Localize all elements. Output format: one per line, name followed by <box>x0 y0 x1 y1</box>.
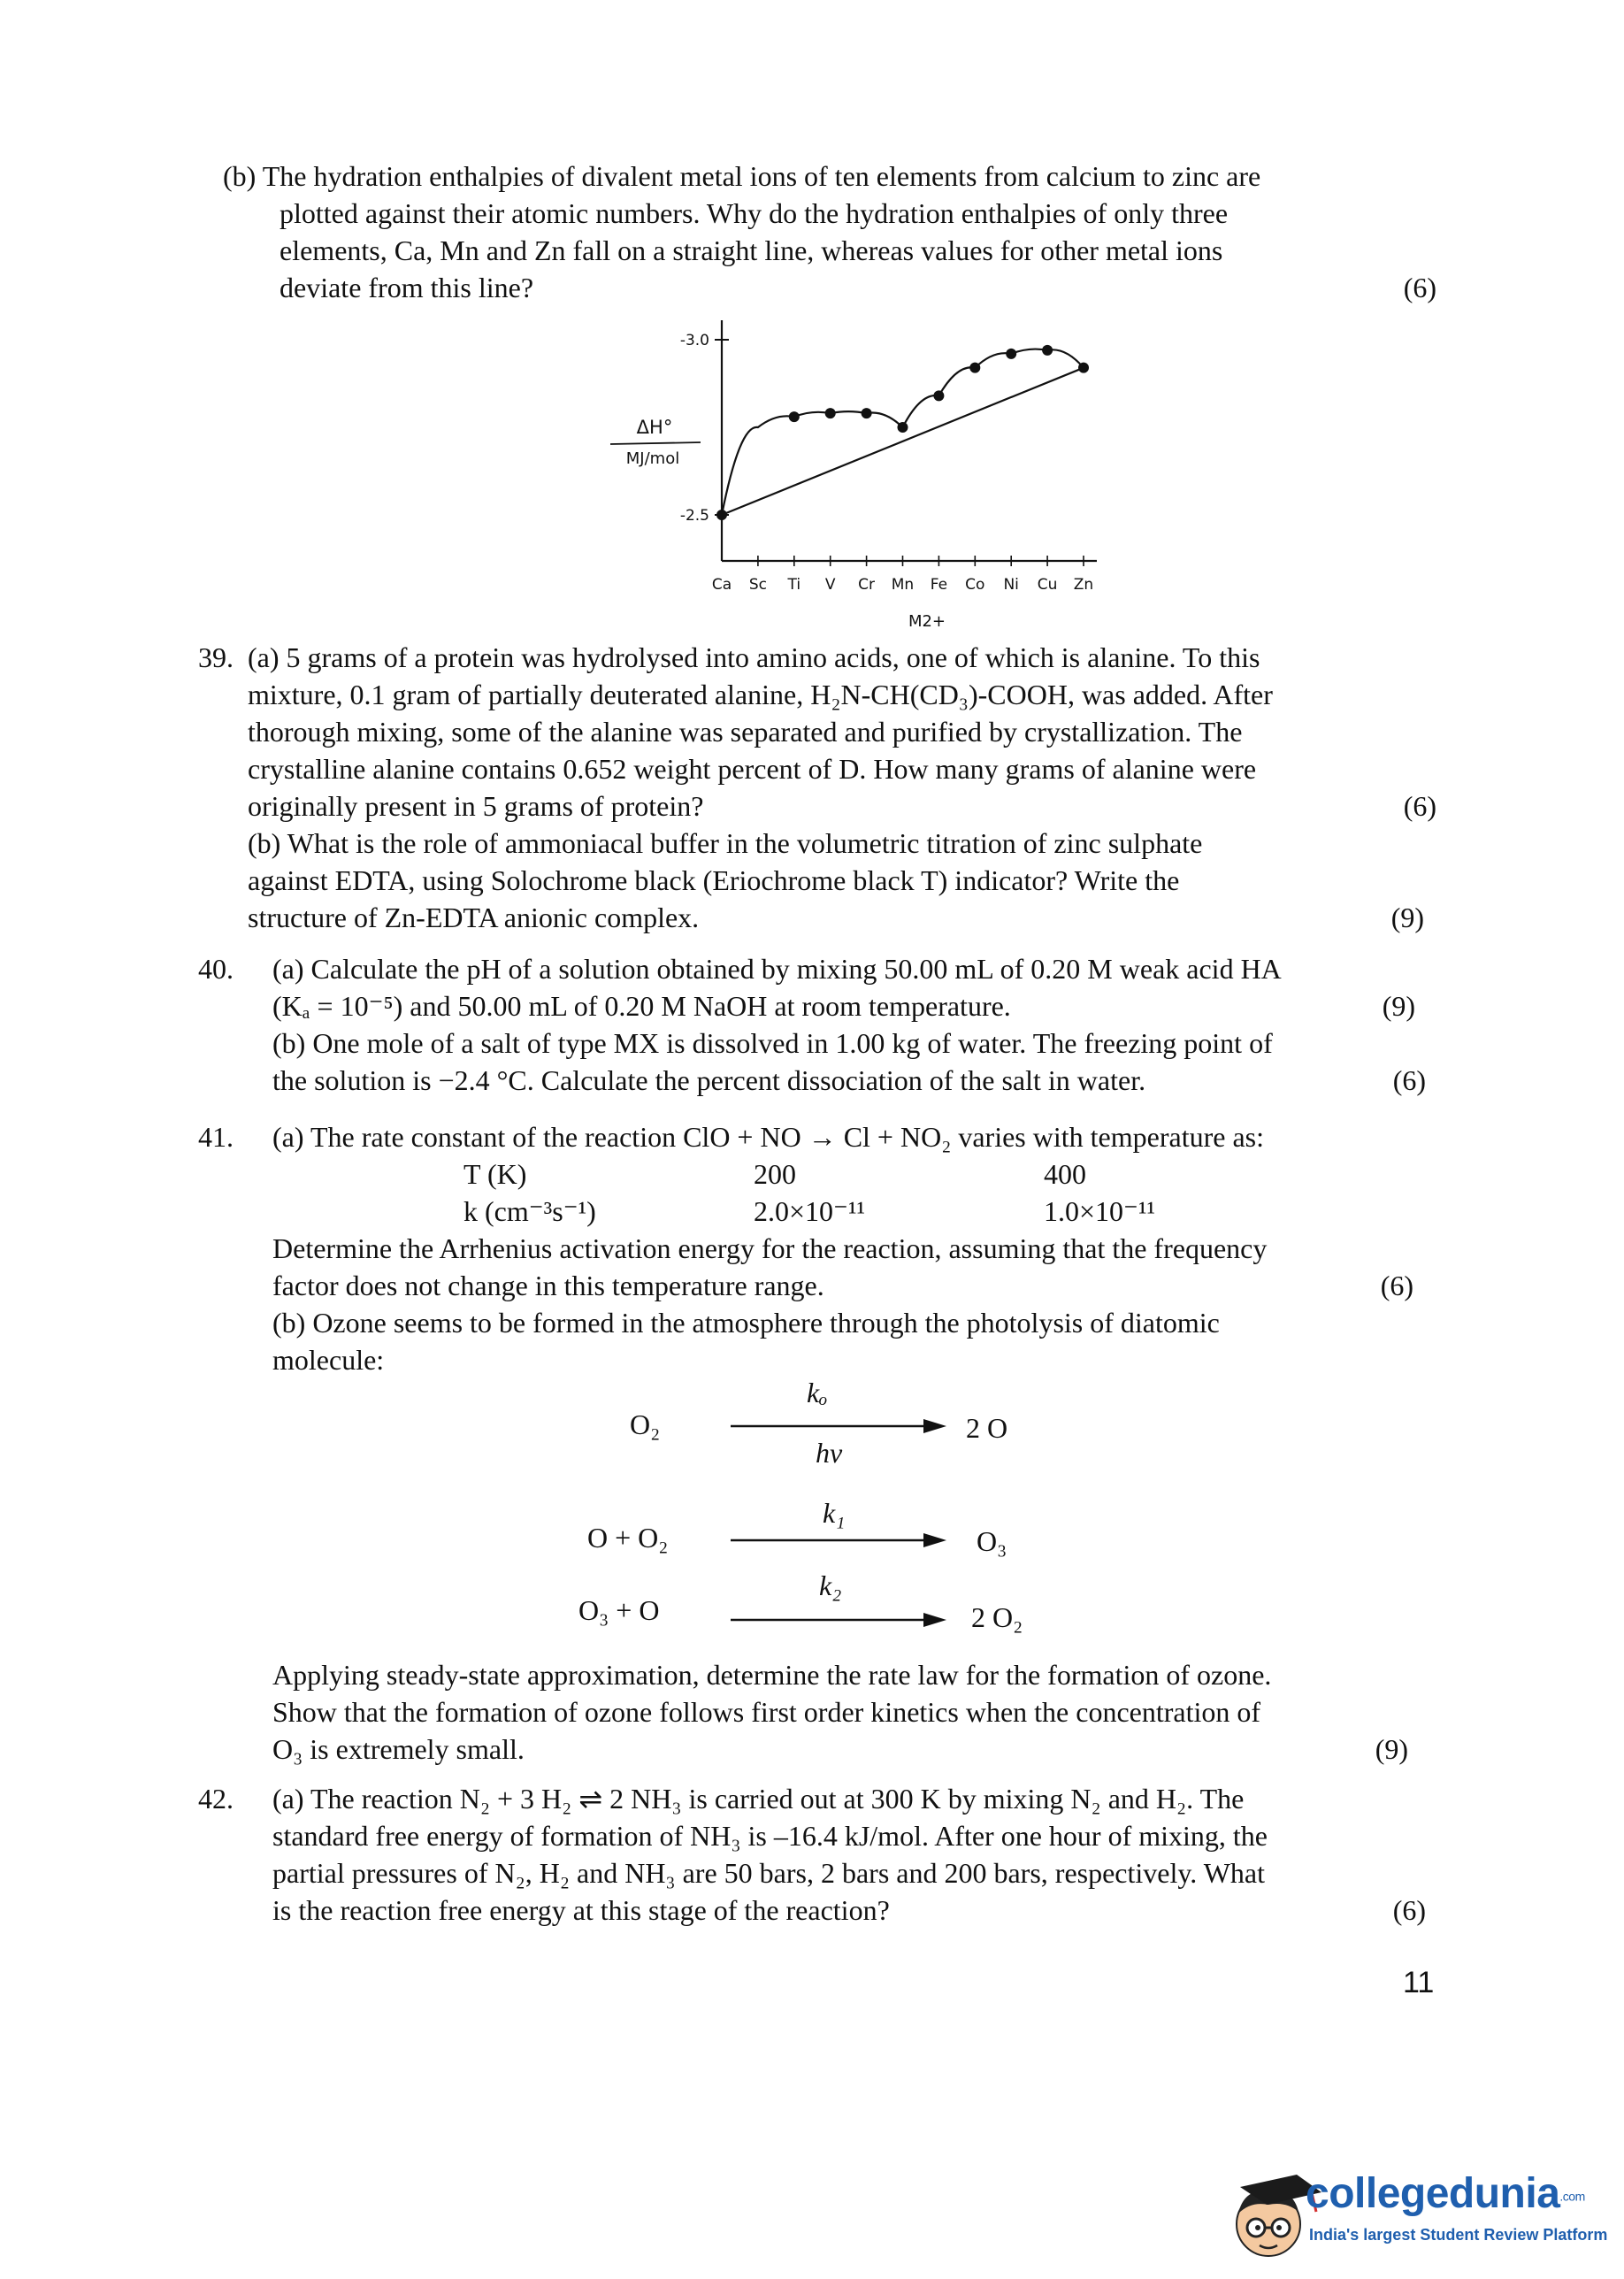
q40a-last-line: (Kₐ = 10⁻⁵) and 50.00 mL of 0.20 M NaOH at room temperature. <box>272 990 1011 1022</box>
table-cell: T (K) <box>463 1158 527 1190</box>
reaction-2-right: O₃ <box>977 1525 1007 1557</box>
q41c-text <box>272 1656 1408 1768</box>
x-axis-label: M2+ <box>908 612 946 631</box>
table-cell: 2.0×10⁻¹¹ <box>754 1195 866 1227</box>
q41a-mark: (6) <box>1380 1270 1413 1301</box>
x-tick-label: Fe <box>930 576 948 594</box>
reaction-3-left: O₃ + O <box>578 1594 660 1626</box>
reaction-1-above: kₒ <box>807 1377 828 1408</box>
q39a-line: thorough mixing, some of the alanine was separated and purified by crystallization. The <box>248 716 1243 748</box>
q39b-line: against EDTA, using Solochrome black (Eriochrome black T) indicator? Write the <box>248 864 1180 896</box>
reaction-1-left: O₂ <box>630 1408 661 1440</box>
q42a-line: partial pressures of N₂, H₂ and NH₃ are 50 bars, 2 bars and 200 bars, respectively. What <box>272 1857 1266 1889</box>
q41a-last-line: factor does not change in this temperature range. <box>272 1270 824 1301</box>
q41c-mark: (9) <box>1375 1733 1408 1765</box>
q40b-last-line: the solution is −2.4 °C. Calculate the percent dissociation of the salt in water. <box>272 1064 1146 1096</box>
y-axis-label-bottom: MJ/mol <box>625 449 680 468</box>
x-tick-label: V <box>824 576 836 594</box>
q42a-line: standard free energy of formation of NH₃ is –16.4 kJ/mol. After one hour of mixing, the <box>272 1820 1268 1852</box>
q39a-line: mixture, 0.1 gram of partially deuterated alanine, H₂N-CH(CD₃)-COOH, was added. After <box>248 679 1273 710</box>
table-cell: 400 <box>1044 1158 1086 1190</box>
reaction-1-below: hν <box>816 1437 843 1469</box>
q39a-mark: (6) <box>1403 790 1436 822</box>
reaction-2-above: k₁ <box>823 1497 846 1529</box>
q39a-line: (a) 5 grams of a protein was hydrolysed into amino acids, one of which is alanine. To this <box>248 641 1260 673</box>
q38b-last-line: deviate from this line? <box>280 272 534 303</box>
q39b-line: (b) What is the role of ammoniacal buffer in the volumetric titration of zinc sulphate <box>248 827 1203 859</box>
logo-tagline: India's largest Student Review Platform <box>1309 2226 1608 2244</box>
x-tick-label: Zn <box>1073 576 1094 594</box>
q39a-line: crystalline alanine contains 0.652 weight percent of D. How many grams of alanine were <box>248 753 1257 785</box>
q41c-line: Show that the formation of ozone follows first order kinetics when the concentration of <box>272 1696 1261 1728</box>
q42a-line <box>272 1891 1436 1929</box>
q42a-last-line: is the reaction free energy at this stage of the reaction? <box>272 1894 890 1926</box>
x-tick-label: Mn <box>891 576 915 594</box>
q40a-mark: (9) <box>1382 990 1415 1022</box>
q41b-line: molecule: <box>272 1344 385 1376</box>
q41a-line: Determine the Arrhenius activation energy for the reaction, assuming that the frequency <box>272 1232 1268 1264</box>
x-tick-label: Cr <box>858 576 876 594</box>
table-cell: 1.0×10⁻¹¹ <box>1044 1195 1156 1227</box>
q42a-mark: (6) <box>1392 1894 1426 1926</box>
q39b-mark: (9) <box>1390 902 1424 933</box>
q40-number: 40. <box>198 953 234 985</box>
reaction-2-arrow <box>731 1533 946 1547</box>
q41-number: 41. <box>198 1121 234 1153</box>
y-tick-label: -3.0 <box>679 332 709 349</box>
reaction-1-right: 2 O <box>966 1412 1008 1444</box>
q42-number: 42. <box>198 1783 234 1815</box>
q41c-line <box>272 1730 1408 1768</box>
page-number: 11 <box>1403 1966 1435 1999</box>
q38b-mark: (6) <box>1403 272 1436 303</box>
x-tick-label: Ca <box>711 576 732 594</box>
q42-text <box>272 1780 1436 1929</box>
q42a-line: (a) The reaction N₂ + 3 H₂ ⇌ 2 NH₃ is carried out at 300 K by mixing N₂ and H₂. The <box>272 1783 1245 1815</box>
q41c-line: Applying steady-state approximation, determine the rate law for the formation of ozone. <box>272 1659 1272 1691</box>
x-tick-label: Co <box>965 576 985 594</box>
q38b-line: elements, Ca, Mn and Zn fall on a straight line, whereas values for other metal ions <box>280 234 1223 266</box>
x-tick-label: Ni <box>1003 576 1019 594</box>
q39-number: 39. <box>198 641 234 673</box>
x-tick-label: Sc <box>748 576 767 594</box>
reaction-3-right: 2 O₂ <box>971 1601 1023 1633</box>
q40b-mark: (6) <box>1392 1064 1426 1096</box>
logo-suffix: .com <box>1559 2189 1585 2204</box>
q40a-line: (a) Calculate the pH of a solution obtained by mixing 50.00 mL of 0.20 M weak acid HA <box>272 953 1282 985</box>
q38b-line: (b) The hydration enthalpies of divalent metal ions of ten elements from calcium to zinc are <box>223 160 1261 192</box>
reaction-1-arrow <box>731 1419 946 1433</box>
y-tick-label: -2.5 <box>679 507 709 525</box>
logo-wordmark <box>1306 2169 1585 2218</box>
q41c-last-line: O₃ is extremely small. <box>272 1733 525 1765</box>
reaction-3-above: k₂ <box>819 1569 842 1601</box>
q41a-intro: (a) The rate constant of the reaction ClO + NO → Cl + NO₂ varies with temperature as: <box>272 1121 1264 1153</box>
q39b-last-line: structure of Zn-EDTA anionic complex. <box>248 902 700 933</box>
y-axis-label-top: ΔH° <box>636 417 673 438</box>
q38b-line: plotted against their atomic numbers. Why do the hydration enthalpies of only three <box>280 197 1229 229</box>
q39a-last-line: originally present in 5 grams of protein? <box>248 790 704 822</box>
reaction-3-arrow <box>731 1613 946 1627</box>
q40b-line: (b) One mole of a salt of type MX is dissolved in 1.00 kg of water. The freezing point of <box>272 1027 1273 1059</box>
x-tick-label: Cu <box>1037 576 1058 594</box>
table-cell: k (cm⁻³s⁻¹) <box>463 1195 596 1227</box>
x-tick-label: Ti <box>787 576 801 594</box>
q41b-line: (b) Ozone seems to be formed in the atmosphere through the photolysis of diatomic <box>272 1307 1220 1339</box>
table-cell: 200 <box>754 1158 796 1190</box>
logo-name: collegedunia <box>1306 2170 1560 2217</box>
reaction-2-left: O + O₂ <box>587 1522 669 1554</box>
